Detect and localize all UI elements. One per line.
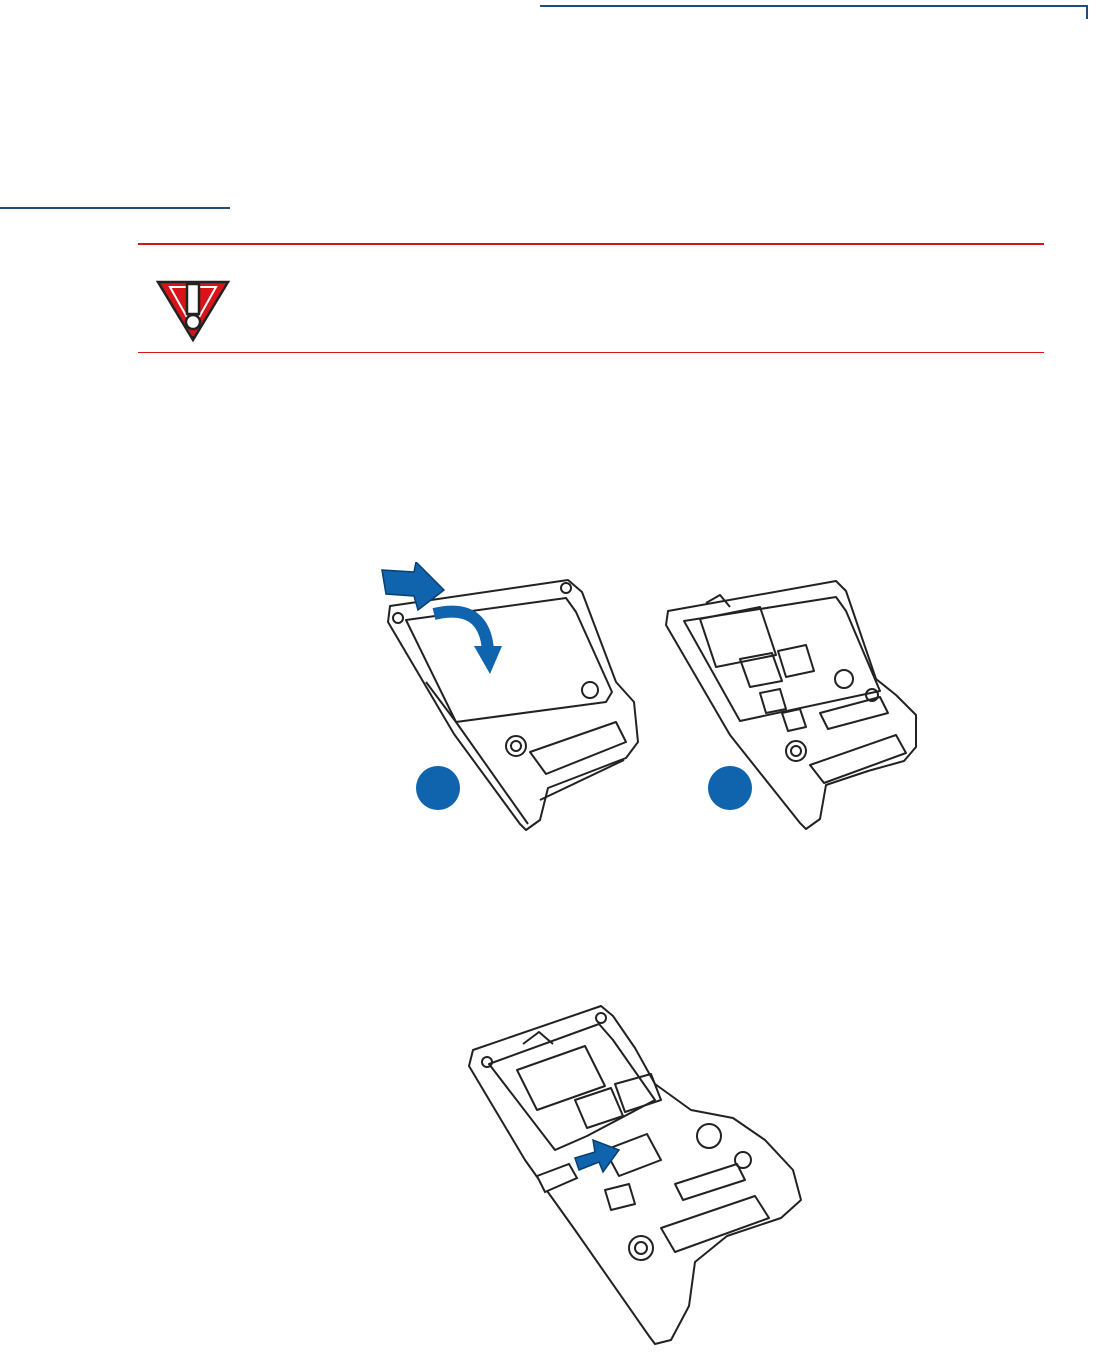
sim-card — [537, 1164, 577, 1192]
step-2-badge — [708, 766, 752, 810]
insert-sim-illustration — [465, 1000, 825, 1345]
rotate-arrow — [434, 612, 502, 674]
insert-arrow — [575, 1140, 619, 1172]
step-1-badge — [416, 766, 460, 810]
battery-compartment-illustration — [660, 575, 925, 830]
section-heading-rule — [0, 207, 230, 209]
caution-top-rule — [138, 243, 1044, 245]
header-rule-tick — [1086, 5, 1088, 19]
caution-exclamation-icon — [156, 278, 232, 344]
header-rule — [540, 5, 1088, 7]
caution-bottom-rule — [138, 352, 1044, 353]
